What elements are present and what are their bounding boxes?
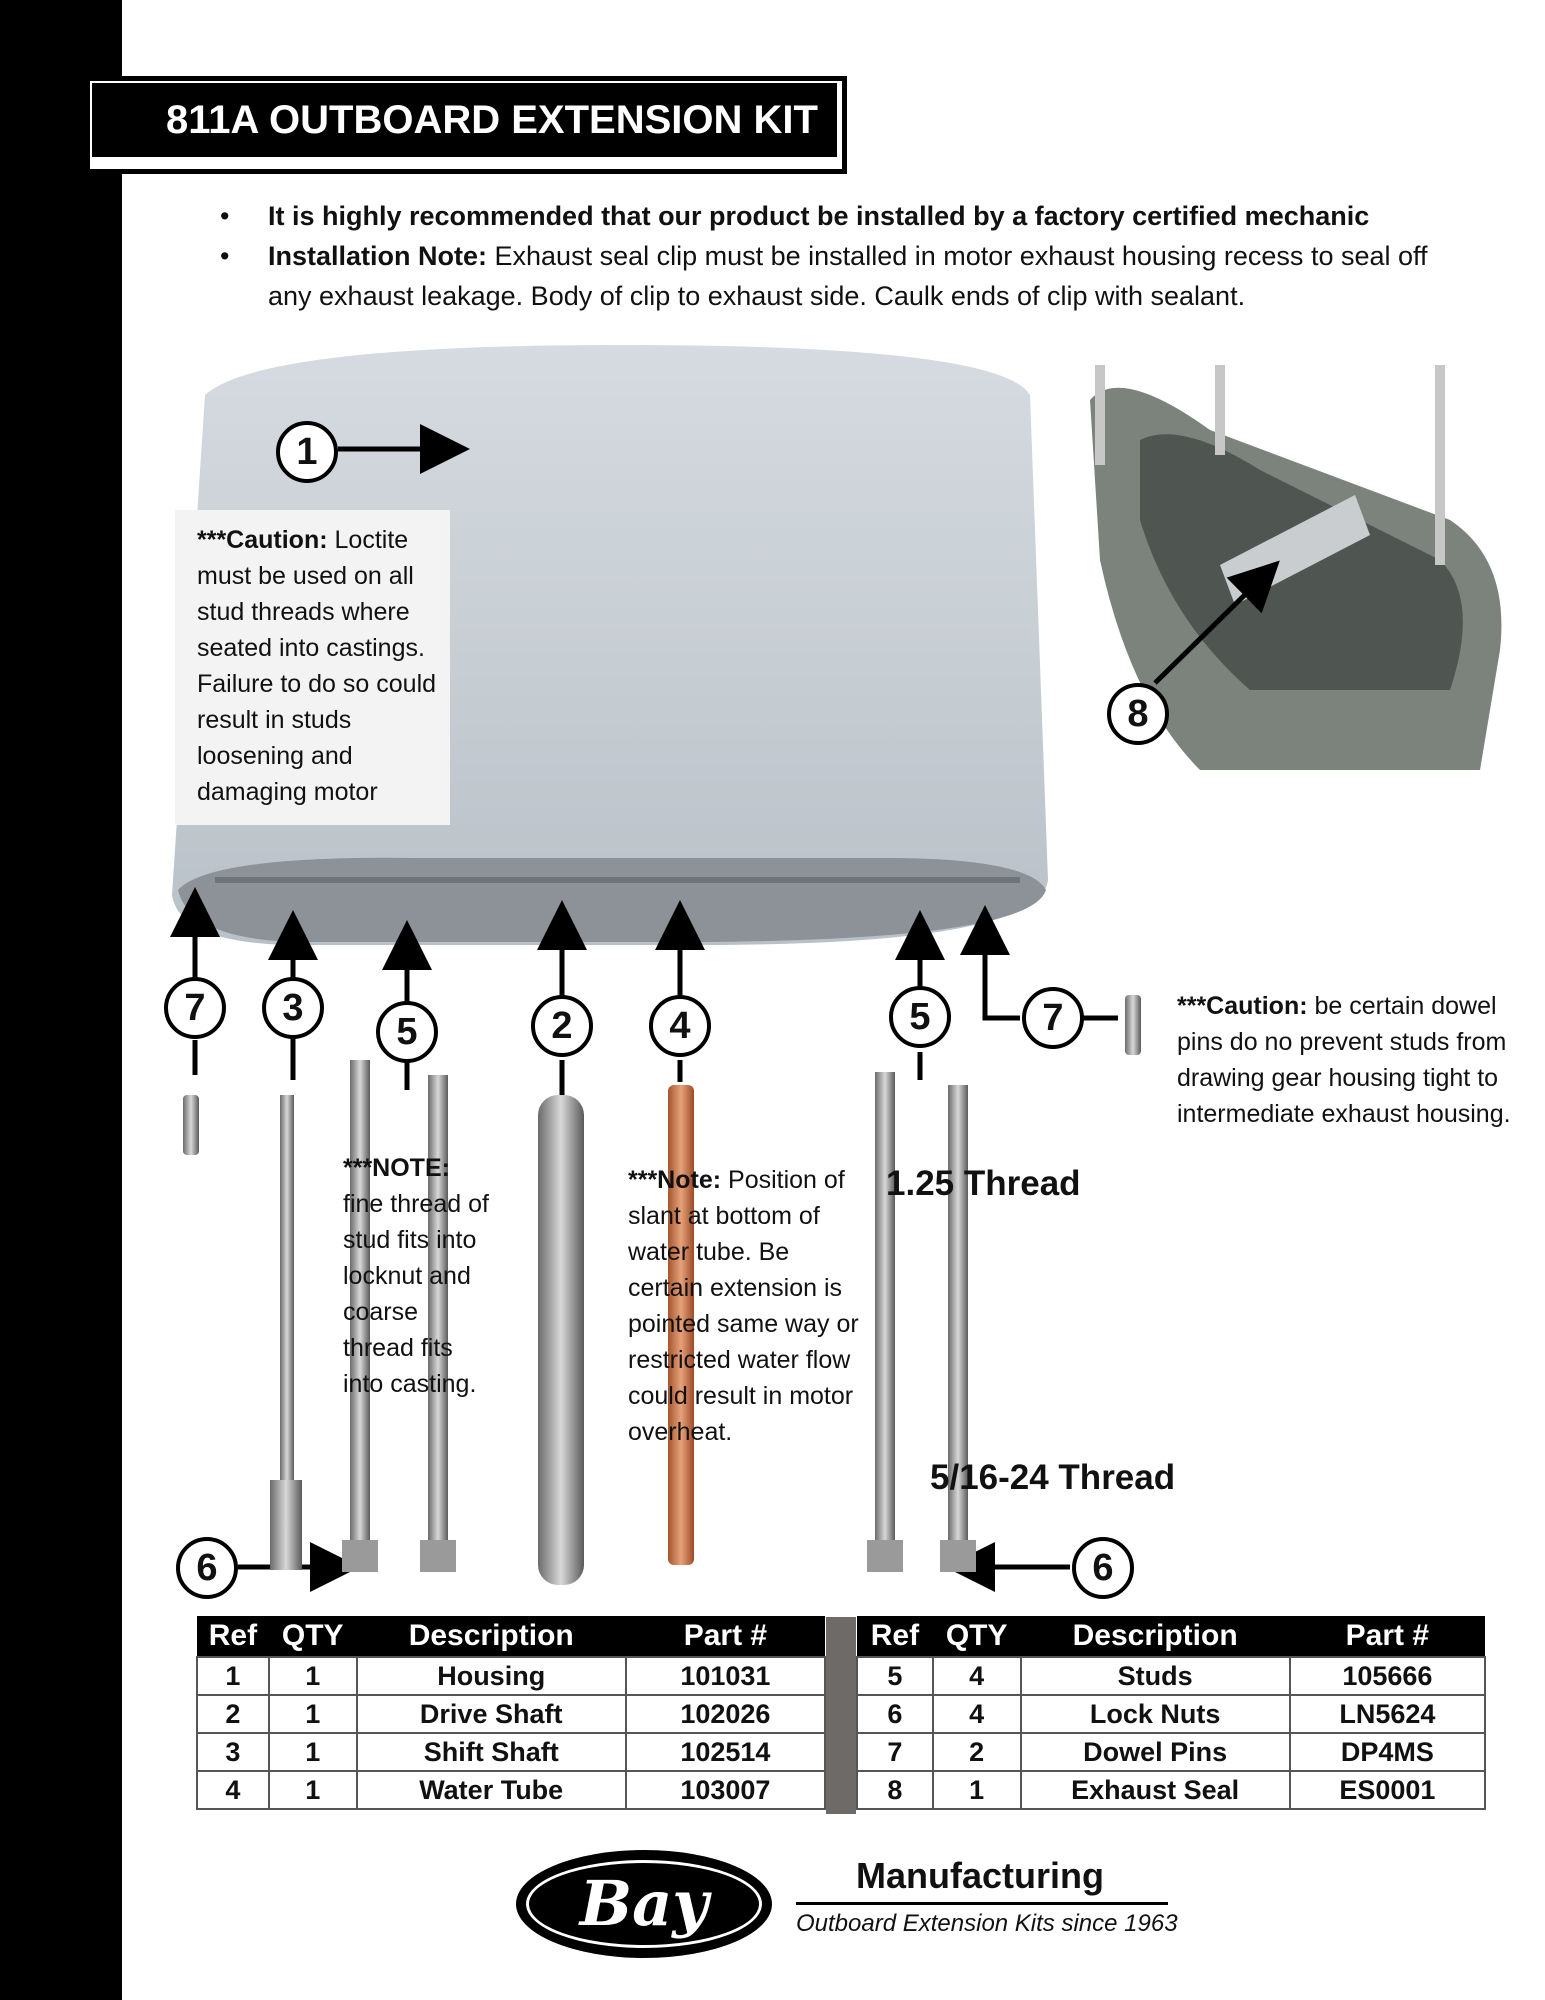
parts-table-right: [856, 1616, 1486, 1810]
table-row: 4 1 Water Tube 103007: [197, 1771, 825, 1809]
coarse-thread-label: 1.25 Thread: [886, 1164, 1081, 1203]
callout-dowel-pin: 7: [164, 977, 226, 1039]
lock-nut-image: [940, 1540, 976, 1572]
stud-image: [875, 1072, 895, 1550]
page-title: 811A OUTBOARD EXTENSION KIT: [92, 83, 837, 157]
dowel-pin-image: [1125, 995, 1141, 1055]
callout-dowel-pin: 7: [1022, 987, 1084, 1049]
callout-exhaust-seal: 8: [1107, 683, 1169, 745]
dowel-caution-note: ***Caution: be certain dowel pins do no prevent studs from drawing gear housing tight to intermediate exhaust housing.: [1177, 992, 1511, 1128]
lock-nut-image: [420, 1540, 456, 1572]
fine-thread-label: 5/16-24 Thread: [930, 1458, 1176, 1497]
callout-studs: 5: [376, 1001, 438, 1063]
bullet-item-installation-note: • Installation Note: Exhaust seal clip must be installed in motor exhaust housing recess to seal off any exhaust leakage. Body of clip to exhaust side. Caulk ends of clip with sealant.: [220, 241, 1428, 311]
callout-drive-shaft: 2: [531, 995, 593, 1057]
callout-lock-nuts: 6: [1072, 1537, 1134, 1599]
header-description: Description: [357, 1616, 626, 1657]
table-row: 2 1 Drive Shaft 102026: [197, 1695, 825, 1733]
lock-nut-image: [342, 1540, 378, 1572]
table-row: 8 1 Exhaust Seal ES0001: [857, 1771, 1485, 1809]
table-header-row: [197, 1616, 825, 1657]
callout-shift-shaft: 3: [262, 977, 324, 1039]
table-row: 5 4 Studs 105666: [857, 1657, 1485, 1695]
bullet-bold-text: Installation Note:: [268, 241, 488, 271]
loctite-caution-note: ***Caution: Loctite must be used on all stud threads where seated into castings. Failure to do so could result in studs loosening and damaging motor: [197, 526, 437, 806]
header-ref: Ref: [857, 1616, 933, 1657]
header-qty: QTY: [269, 1616, 357, 1657]
header-qty: QTY: [933, 1616, 1021, 1657]
bullet-bold-text: It is highly recommended that our product be installed by a factory certified mechanic: [268, 201, 1370, 231]
table-separator: [826, 1617, 856, 1814]
parts-table-left: [196, 1616, 826, 1810]
callout-lock-nuts: 6: [176, 1537, 238, 1599]
table-row: 7 2 Dowel Pins DP4MS: [857, 1733, 1485, 1771]
shift-shaft-image: [280, 1095, 294, 1485]
lock-nut-image: [867, 1540, 903, 1572]
bullet-item-recommendation: • It is highly recommended that our product be installed by a factory certified mechanic: [220, 201, 1370, 231]
table-row: 3 1 Shift Shaft 102514: [197, 1733, 825, 1771]
drive-shaft-image: [538, 1095, 584, 1585]
dowel-pin-image: [183, 1095, 199, 1155]
housing-opening: [178, 858, 1046, 942]
fine-thread-note: ***NOTE: fine thread of stud fits into locknut and coarse thread fits into casting.: [343, 1154, 489, 1398]
water-tube-note: ***Note: Position of slant at bottom of water tube. Be certain extension is pointed same way or restricted water flow could result in motor overheat.: [628, 1166, 859, 1446]
table-header-row: [857, 1616, 1485, 1657]
table-row: 6 4 Lock Nuts LN5624: [857, 1695, 1485, 1733]
callout-water-tube: 4: [649, 995, 711, 1057]
callout-studs: 5: [889, 986, 951, 1048]
company-tagline: Outboard Extension Kits since 1963: [796, 1910, 1178, 1937]
bay-logo-text: Bay: [579, 1867, 709, 1940]
header-ref: Ref: [197, 1616, 269, 1657]
header-description: Description: [1021, 1616, 1290, 1657]
company-name: Manufacturing: [856, 1855, 1104, 1896]
header-part-number: Part #: [1290, 1616, 1485, 1657]
table-row: 1 1 Housing 101031: [197, 1657, 825, 1695]
divider: [796, 1902, 1168, 1905]
callout-housing: 1: [276, 421, 338, 483]
header-part-number: Part #: [626, 1616, 825, 1657]
bullet-text: Exhaust seal clip must be installed in motor exhaust housing recess to seal off any exhaust leakage. Body of clip to exhaust side. Caulk ends of clip with sealant.: [268, 241, 1428, 311]
